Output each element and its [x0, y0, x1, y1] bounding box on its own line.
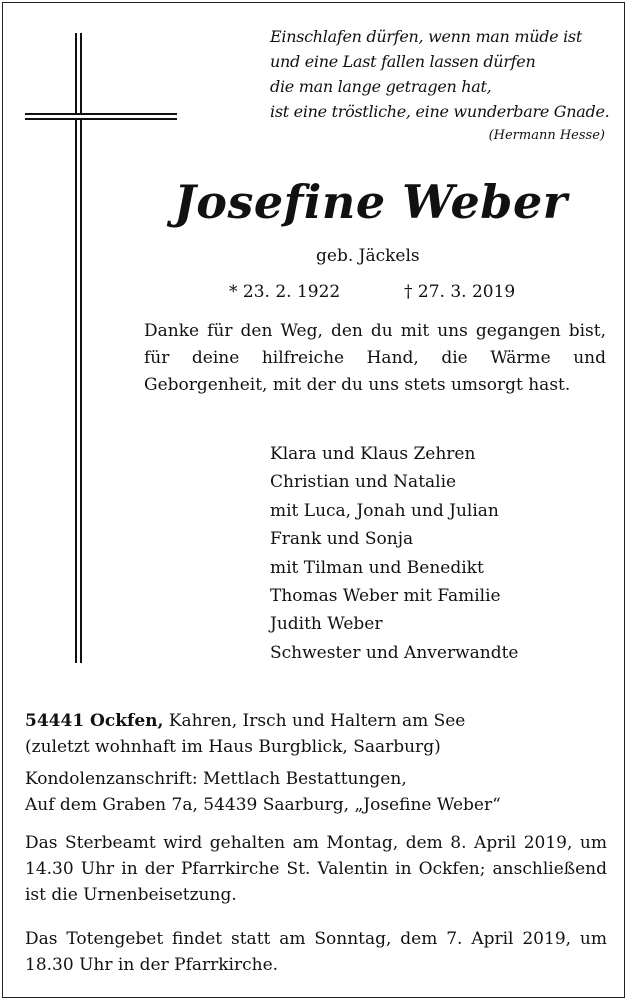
poem-line: ist eine tröstliche, eine wunderbare Gnade.: [270, 102, 610, 121]
prayer-text: Das Totengebet findet statt am Sonntag, dem 7. April 2019, um 18.30 Uhr in der Pfarrkirche.: [25, 929, 607, 975]
mourner: Schwester und Anverwandte: [270, 642, 519, 663]
poem-line: die man lange getragen hat,: [270, 77, 492, 96]
poem: [270, 24, 610, 124]
mourner: Klara und Klaus Zehren: [270, 444, 476, 464]
location-places: Kahren, Irsch und Haltern am See: [163, 711, 466, 731]
mourners-list: [270, 440, 518, 667]
mourner: Thomas Weber mit Familie: [270, 586, 501, 607]
mourner: Judith Weber: [270, 614, 383, 635]
condolence-address: Auf dem Graben 7a, 54439 Saarburg, „Josefine Weber“: [25, 795, 501, 815]
location-block: [25, 708, 607, 760]
location-line: [25, 708, 607, 734]
residence-line: (zuletzt wohnhaft im Haus Burgblick, Saarburg): [25, 737, 441, 757]
thanks-text: Danke für den Weg, den du mit uns gegangen bist, für deine hilfreiche Hand, die Wärme und Geborgenheit, mit der du uns stets umsorgt hast.: [144, 321, 606, 395]
location-city: 54441 Ockfen,: [25, 711, 164, 731]
condolence-block: [25, 766, 607, 818]
deceased-name: Josefine Weber: [174, 175, 568, 229]
condolence-line: Kondolenzanschrift: Mettlach Bestattungen,: [25, 769, 407, 789]
mourner: Christian und Natalie: [270, 472, 457, 493]
service-text: Das Sterbeamt wird gehalten am Montag, dem 8. April 2019, um 14.30 Uhr in der Pfarrkirche St. Valentin in Ockfen; anschließend ist die Urnenbeisetzung.: [25, 833, 607, 905]
mourner: mit Tilman und Benedikt: [270, 557, 484, 578]
mourner: Frank und Sonja: [270, 529, 414, 550]
cross-icon: [75, 33, 82, 663]
mourner: mit Luca, Jonah und Julian: [270, 500, 499, 521]
poem-line: Einschlafen dürfen, wenn man müde ist: [270, 27, 582, 46]
poem-author: (Hermann Hesse): [488, 128, 605, 143]
birth-date: * 23. 2. 1922: [229, 282, 341, 302]
cross-bar: [25, 113, 177, 120]
poem-line: und eine Last fallen lassen dürfen: [270, 52, 536, 71]
birth-name: geb. Jäckels: [316, 246, 420, 266]
death-date: † 27. 3. 2019: [404, 282, 516, 302]
